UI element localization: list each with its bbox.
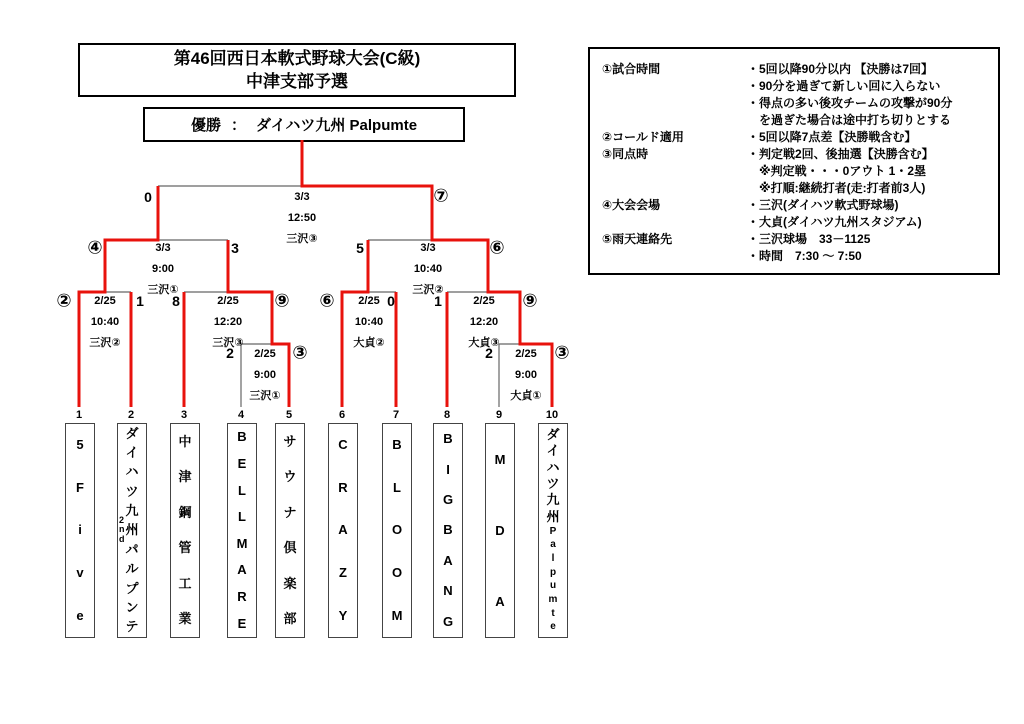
score-r1a-left: 2 <box>226 345 234 361</box>
champion-label: 優勝 <box>190 117 221 134</box>
team-number: 7 <box>392 409 400 421</box>
rule-label <box>602 112 747 129</box>
team-number: 5 <box>285 409 293 421</box>
rule-text: ※判定戦・・・0アウト 1・2塁 <box>747 164 927 178</box>
match-final-info <box>254 187 350 250</box>
match-date: 2/25 <box>473 295 495 307</box>
team-1 <box>64 407 94 638</box>
team-8 <box>432 407 462 638</box>
rule-label <box>602 163 747 180</box>
rule-text: ・90分を過ぎて新しい回に入らない <box>747 79 941 93</box>
match-venue: 三沢③ <box>286 233 318 245</box>
champion-separator: ： <box>230 117 246 134</box>
team-latin-name: P a l p u m t e <box>548 525 558 633</box>
rules-panel <box>588 47 1000 275</box>
rule-label <box>602 95 747 112</box>
rule-text: ・得点の多い後攻チームの攻撃が90分 <box>747 96 953 110</box>
rule-label <box>602 214 747 231</box>
rule-row <box>602 197 992 214</box>
rule-label: ①試合時間 <box>602 62 661 76</box>
score-qf1-left: ② <box>56 290 72 311</box>
score-sf2-right: ⑥ <box>489 237 505 258</box>
rule-label <box>602 78 747 95</box>
match-time: 12:20 <box>213 316 243 328</box>
rule-label <box>602 180 747 197</box>
team-name-chars: B E L L M A R E <box>236 429 248 631</box>
score-qf2-left: 8 <box>172 293 180 309</box>
rule-row <box>602 129 992 146</box>
rule-text: ・三沢(ダイハツ軟式野球場) <box>747 198 899 212</box>
rule-row <box>602 180 992 197</box>
score-sf1-right: 3 <box>231 240 239 256</box>
match-date: 2/25 <box>358 295 380 307</box>
score-sf2-left: 5 <box>356 240 364 256</box>
score-qf2-right: ⑨ <box>274 290 290 311</box>
team-4 <box>226 407 256 638</box>
team-name-box <box>328 423 358 638</box>
team-name-box <box>275 423 305 638</box>
team-7 <box>381 407 411 638</box>
score-qf3-right: 0 <box>387 293 395 309</box>
rule-row <box>602 163 992 180</box>
team-number: 6 <box>338 409 346 421</box>
match-venue: 三沢③ <box>212 337 244 349</box>
team-name-box <box>433 423 463 638</box>
rule-label: ③同点時 <box>602 147 649 161</box>
team-number: 10 <box>545 409 559 421</box>
team-name-chars: C R A Z Y <box>338 437 348 623</box>
match-time: 9:00 <box>151 263 175 275</box>
match-date: 3/3 <box>155 242 171 254</box>
rule-row <box>602 146 992 163</box>
rule-text: ・判定戦2回、後抽選【決勝含む】 <box>747 147 934 161</box>
match-venue: 大貞③ <box>468 337 500 349</box>
match-date: 2/25 <box>94 295 116 307</box>
team-3 <box>169 407 199 638</box>
score-qf4-left: 1 <box>434 293 442 309</box>
rule-row <box>602 231 992 248</box>
match-venue: 大貞② <box>353 337 385 349</box>
team-number: 4 <box>237 409 245 421</box>
team-name-box <box>382 423 412 638</box>
tournament-title-box <box>78 43 516 97</box>
score-final-left: 0 <box>144 189 152 205</box>
team-number: 3 <box>180 409 188 421</box>
team-9 <box>484 407 514 638</box>
score-qf1-right: 1 <box>136 293 144 309</box>
rule-text: を過ぎた場合は途中打ち切りとする <box>747 113 952 127</box>
rule-label <box>602 248 747 265</box>
team-10 <box>537 407 567 638</box>
match-time: 10:40 <box>413 263 443 275</box>
team-number: 1 <box>75 409 83 421</box>
rule-row <box>602 78 992 95</box>
rule-label: ④大会会場 <box>602 198 661 212</box>
tournament-title-line1: 第46回西日本軟式野球大会(C級) <box>173 48 421 68</box>
match-venue: 三沢① <box>147 284 179 296</box>
team-name-box <box>485 423 515 638</box>
team-name-chars: サ ウ ナ 倶 楽 部 <box>283 433 297 627</box>
rule-text: ※打順:継続打者(走:打者前3人) <box>747 181 926 195</box>
match-time: 12:50 <box>287 212 317 224</box>
rule-row <box>602 95 992 112</box>
team-name-chars: M D A <box>494 451 506 609</box>
score-sf1-left: ④ <box>87 237 103 258</box>
match-date: 3/3 <box>420 242 436 254</box>
score-r1b-right: ③ <box>554 342 570 363</box>
rule-text: ・三沢球場 33－1125 <box>747 232 871 246</box>
score-final-right: ⑦ <box>433 185 449 206</box>
champion-box <box>143 107 465 142</box>
team-name-chars: B L O O M <box>391 437 403 623</box>
match-date: 2/25 <box>217 295 239 307</box>
score-r1b-left: 2 <box>485 345 493 361</box>
match-time: 9:00 <box>253 369 277 381</box>
rule-text: ・大貞(ダイハツ九州スタジアム) <box>747 215 922 229</box>
match-venue: 三沢② <box>412 284 444 296</box>
team-name-chars: ダ イ ハ ツ 九 州 <box>546 427 560 524</box>
rule-text: ・5回以降90分以内 【決勝は7回】 <box>747 62 934 76</box>
tournament-title-line2: 中津支部予選 <box>246 72 348 91</box>
team-2 <box>116 407 146 638</box>
team-name-box <box>170 423 200 638</box>
match-time: 10:40 <box>354 316 384 328</box>
match-time: 9:00 <box>514 369 538 381</box>
team-name-box <box>538 423 568 638</box>
team-name-chars: B I G B A N G <box>442 431 454 629</box>
match-venue: 三沢② <box>89 337 121 349</box>
team-number: 9 <box>495 409 503 421</box>
team-6 <box>327 407 357 638</box>
rule-label: ⑤雨天連絡先 <box>602 232 673 246</box>
match-time: 10:40 <box>90 316 120 328</box>
score-qf3-left: ⑥ <box>319 290 335 311</box>
team-name-box <box>227 423 257 638</box>
match-time: 12:20 <box>469 316 499 328</box>
champion-name: ダイハツ九州 Palpumte <box>255 117 418 134</box>
match-date: 3/3 <box>294 191 310 203</box>
match-date: 2/25 <box>254 348 276 360</box>
rule-text: ・時間 7:30 ～ 7:50 <box>747 249 862 263</box>
team-name-chars: ダ イ ハ ツ 九 州 パ ル プ ン テ <box>125 425 139 635</box>
rule-text: ・5回以降7点差【決勝戦含む】 <box>747 130 917 144</box>
team-5 <box>274 407 304 638</box>
match-qf3-info <box>321 291 417 354</box>
rule-row <box>602 214 992 231</box>
rule-row <box>602 248 992 265</box>
team-name-chars: 中 津 鋼 管 工 業 <box>178 433 192 627</box>
team-annotation-2nd: 2 n d <box>119 514 125 544</box>
team-name-box <box>65 423 95 638</box>
team-number: 2 <box>127 409 135 421</box>
rule-row <box>602 61 992 78</box>
score-r1a-right: ③ <box>292 342 308 363</box>
team-name-chars: 5 F i v e <box>76 437 84 623</box>
rule-row <box>602 112 992 129</box>
team-name-box <box>117 423 147 638</box>
team-number: 8 <box>443 409 451 421</box>
match-date: 2/25 <box>515 348 537 360</box>
score-qf4-right: ⑨ <box>522 290 538 311</box>
match-venue: 大貞① <box>510 390 542 402</box>
match-venue: 三沢① <box>249 390 281 402</box>
rule-label: ②コールド適用 <box>602 130 684 144</box>
